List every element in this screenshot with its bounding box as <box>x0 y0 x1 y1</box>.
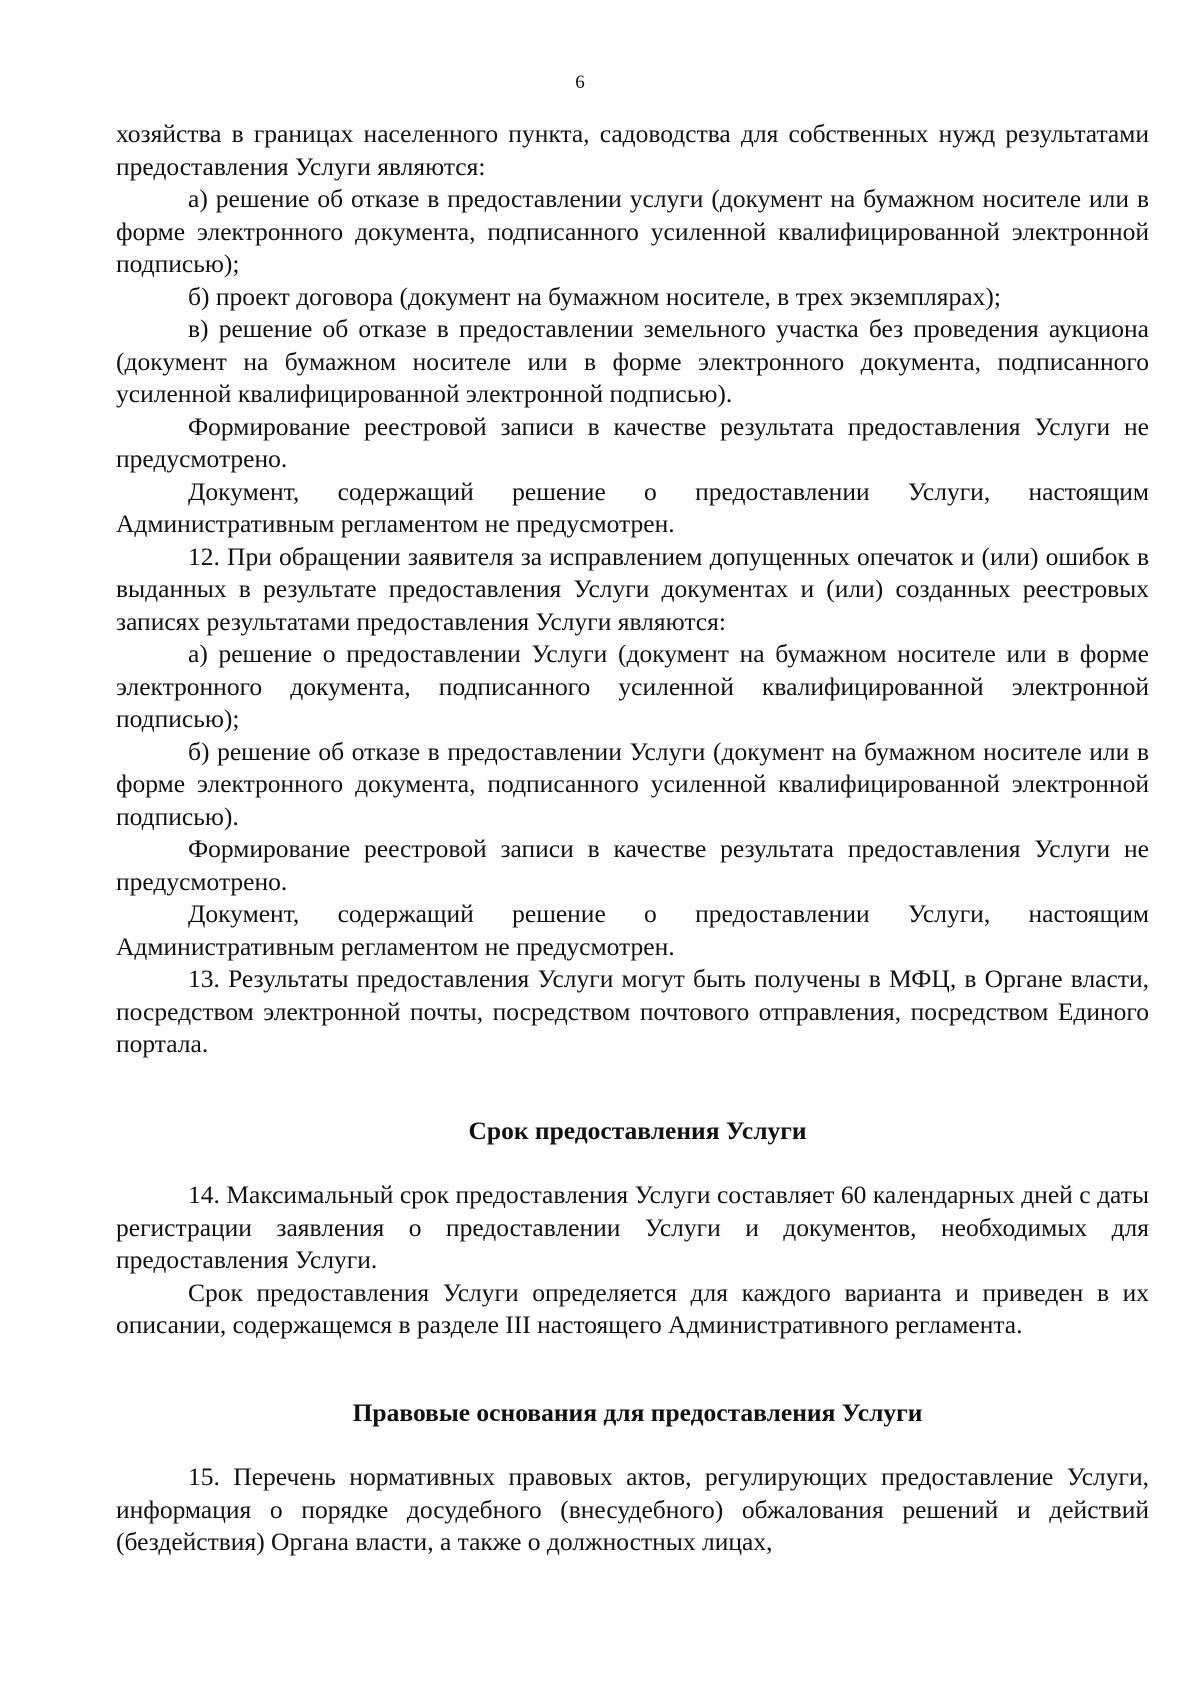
paragraph: а) решение о предоставлении Услуги (документ на бумажном носителе или в форме электронного документа, подписанного усиленной квалифицированной электронной подписью); <box>116 639 1149 733</box>
section-heading: Правовые основания для предоставления Услуги <box>352 1397 923 1427</box>
paragraph: б) проект договора (документ на бумажном носителе, в трех экземплярах); <box>188 281 1001 311</box>
document-body <box>116 118 1149 1559</box>
paragraph: а) решение об отказе в предоставлении услуги (документ на бумажном носителе или в форме электронного документа, подписанного усиленной квалифицированной электронной подписью); <box>116 184 1149 278</box>
paragraph: Документ, содержащий решение о предоставлении Услуги, настоящим Административным регламентом не предусмотрен. <box>116 476 1149 538</box>
section-heading: Срок предоставления Услуги <box>468 1115 807 1145</box>
paragraph: б) решение об отказе в предоставлении Услуги (документ на бумажном носителе или в форме электронного документа, подписанного усиленной квалифицированной электронной подписью). <box>116 736 1149 831</box>
paragraph: хозяйства в границах населенного пункта, садоводства для собственных нужд результатами предоставления Услуги являются: <box>116 119 1149 181</box>
paragraph: в) решение об отказе в предоставлении земельного участка без проведения аукциона (документ на бумажном носителе или в форме электронного документа, подписанного усиленной квалифицированной электронной подписью). <box>116 314 1149 408</box>
paragraph: Формирование реестровой записи в качестве результата предоставления Услуги не предусмотрено. <box>116 411 1149 473</box>
paragraph: 12. При обращении заявителя за исправлением допущенных опечаток и (или) ошибок в выданных в результате предоставления Услуги документах и (или) созданных реестровых записях результатами предоставления Услуги являются: <box>116 541 1149 636</box>
paragraph: Формирование реестровой записи в качестве результата предоставления Услуги не предусмотрено. <box>116 834 1149 896</box>
paragraph: 15. Перечень нормативных правовых актов, регулирующих предоставление Услуги, информация о порядке досудебного (внесудебного) обжалования решений и действий (бездействия) Органа власти, а также о должностных лицах, <box>116 1462 1149 1556</box>
paragraph: 13. Результаты предоставления Услуги могут быть получены в МФЦ, в Органе власти, посредством электронной почты, посредством почтового отправления, посредством Единого портала. <box>116 964 1149 1058</box>
paragraph: Срок предоставления Услуги определяется для каждого варианта и приведен в их описании, содержащемся в разделе III настоящего Административного регламента. <box>116 1277 1149 1339</box>
page-number: 6 <box>575 72 585 93</box>
paragraph: 14. Максимальный срок предоставления Услуги составляет 60 календарных дней с даты регистрации заявления о предоставлении Услуги и документов, необходимых для предоставления Услуги. <box>116 1180 1149 1274</box>
paragraph: Документ, содержащий решение о предоставлении Услуги, настоящим Административным регламентом не предусмотрен. <box>116 899 1149 961</box>
